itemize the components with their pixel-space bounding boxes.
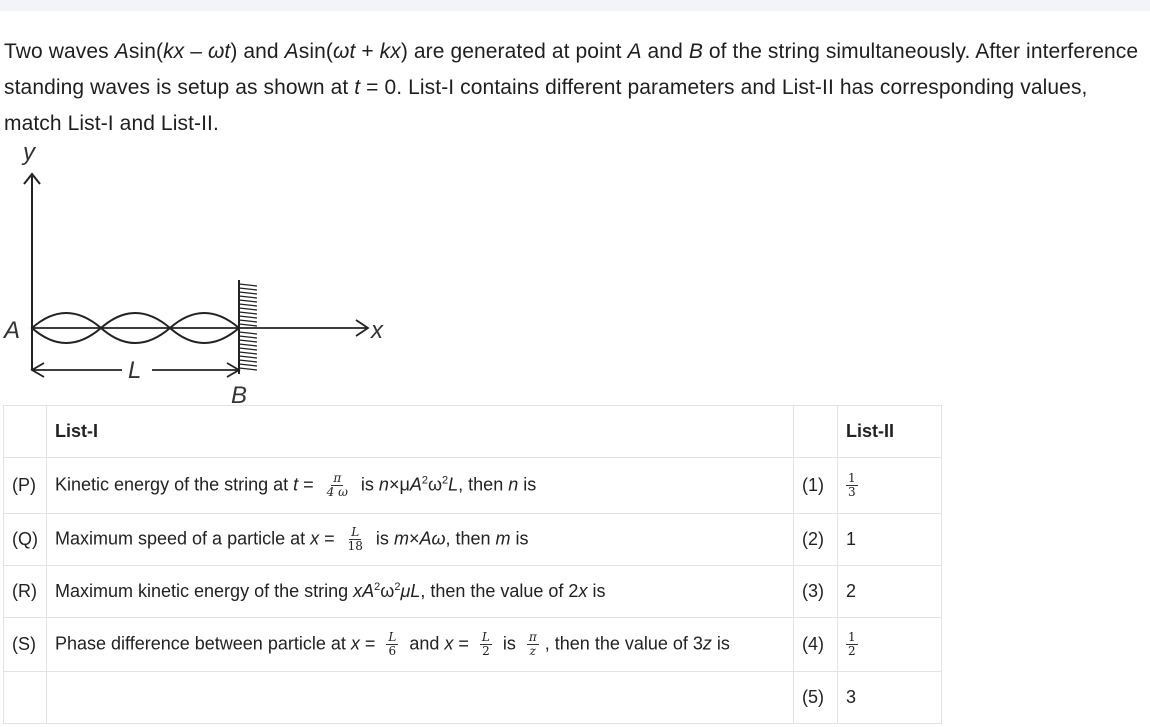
fraction: $\frac{L}{6}$ xyxy=(388,630,397,658)
table-row xyxy=(4,618,942,672)
question-text: Two waves Asin(kx – ωt) and Asin(ωt + kx) are generated at point A and B of the string simultaneously. After interference standing waves is setup as shown at t = 0. List-I contains different parameters and List-II has corresponding values, match List-I and List-II. xyxy=(4,40,1139,135)
option-number: (5) xyxy=(794,672,838,724)
row-text: Maximum speed of a particle at x = $\frac{L}{18}$ is m×Aω, then m is xyxy=(47,514,794,566)
option-value: 3 xyxy=(838,672,942,724)
row-text: Kinetic energy of the string at t = $\frac{\pi}{4 \omega}$ is $n\times\mu A^2\omega^2L$, then n is xyxy=(47,458,794,514)
fraction: $\frac{1}{3}$ xyxy=(848,471,856,499)
table-row xyxy=(4,672,942,724)
option-value: 2 xyxy=(838,566,942,618)
fraction: $\frac{\pi}{z}$ xyxy=(528,630,537,658)
table-row xyxy=(4,458,942,514)
point-b-label: B xyxy=(231,382,248,406)
fraction: $\frac{\pi}{4 \omega}$ xyxy=(326,471,348,499)
option-number: (1) xyxy=(794,458,838,514)
option-value xyxy=(838,618,942,672)
row-tag: (Q) xyxy=(4,514,47,566)
x-label: x xyxy=(371,317,383,344)
fraction: $\frac{L}{2}$ xyxy=(481,630,490,658)
option-value: 1 xyxy=(838,514,942,566)
row-text: Maximum kinetic energy of the string $xA^2\omega^2\mu L$, then the value of 2x is xyxy=(47,566,794,618)
length-label: L xyxy=(128,357,142,384)
row-tag: (P) xyxy=(4,458,47,514)
fraction: $\frac{1}{2}$ xyxy=(848,630,856,658)
point-a-label: A xyxy=(4,317,21,344)
wall-hatching xyxy=(239,284,257,370)
table-header-row xyxy=(4,406,942,458)
option-value xyxy=(838,458,942,514)
option-number: (3) xyxy=(794,566,838,618)
table-row xyxy=(4,514,942,566)
fraction: $\frac{L}{18}$ xyxy=(347,525,363,553)
row-tag: (S) xyxy=(4,618,47,672)
row-text: Phase difference between particle at x = $\frac{L}{6}$ and x = $\frac{L}{2}$ is $\frac{\pi}{z}$ , then the value of 3z is xyxy=(47,618,794,672)
option-number: (2) xyxy=(794,514,838,566)
y-label: y xyxy=(23,139,35,166)
row-tag: (R) xyxy=(4,566,47,618)
match-table xyxy=(3,405,942,724)
top-bar xyxy=(0,0,1150,11)
standing-wave-diagram xyxy=(0,138,420,406)
option-number: (4) xyxy=(794,618,838,672)
list-2-header: List-II xyxy=(838,406,942,458)
list-1-header: List-I xyxy=(47,406,794,458)
table-row xyxy=(4,566,942,618)
